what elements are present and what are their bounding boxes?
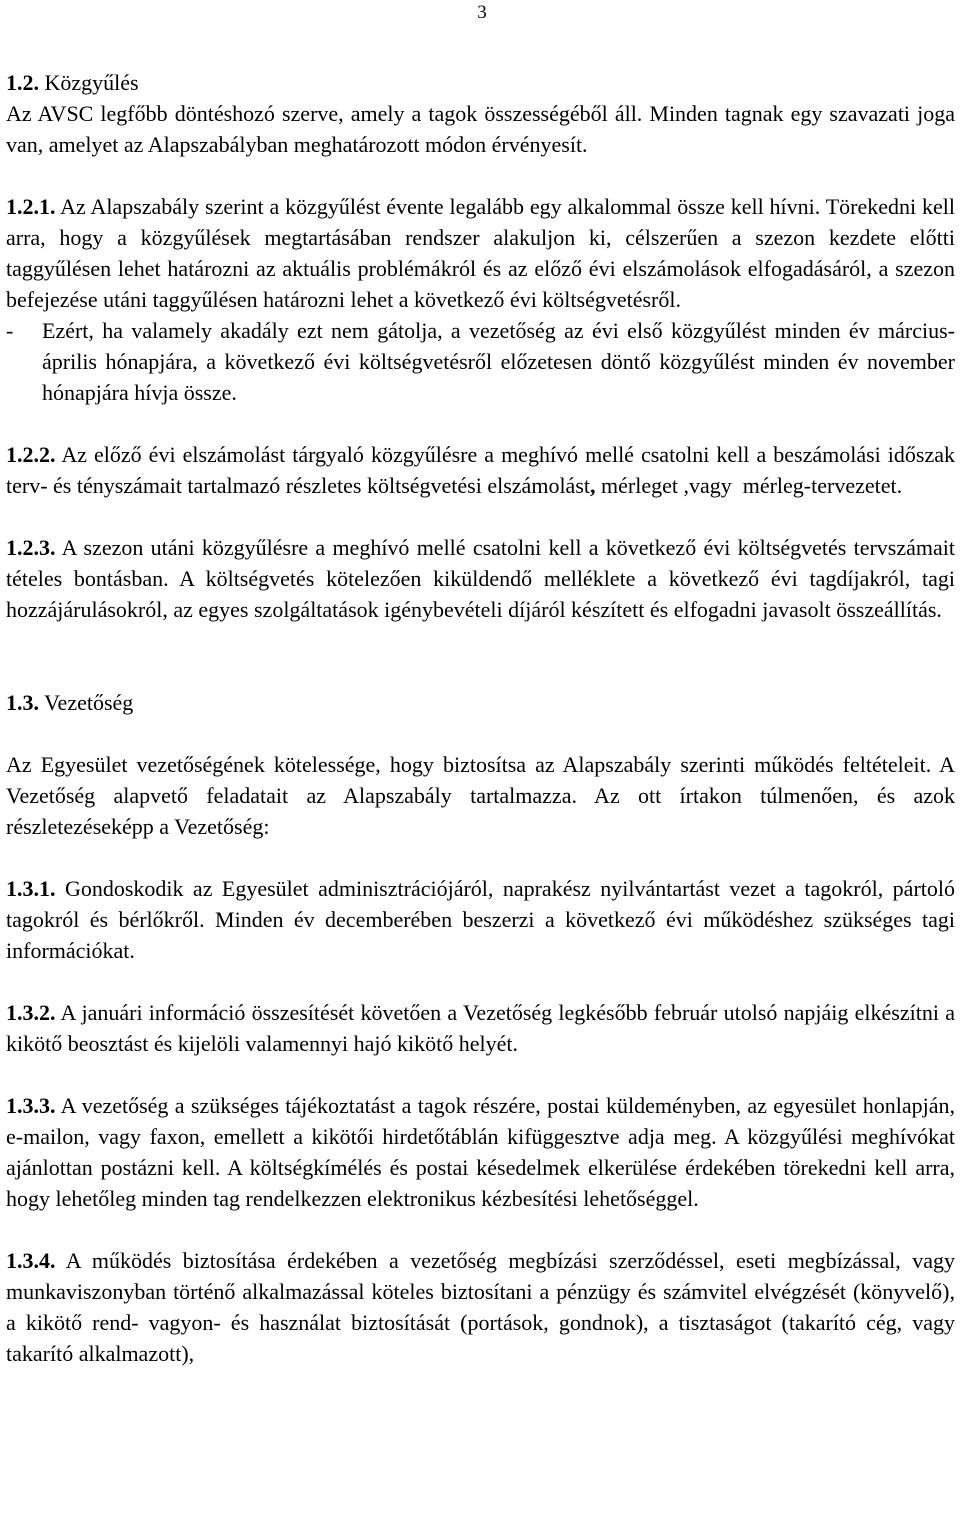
section-title: Vezetőség	[44, 690, 134, 715]
section-title: Közgyűlés	[44, 70, 139, 95]
section-heading-1-2	[6, 67, 955, 98]
paragraph-gap	[6, 718, 955, 749]
section-number: 1.3.	[6, 690, 39, 715]
paragraph-text: A vezetőség a szükséges tájékoztatást a tagok részére, postai küldeményben, az egyesület honlapján, e-mailon, vagy faxon, emellett a kikötői hirdetőtáblán kifüggesztve adja meg. A közgyűlési meghívókat ajánlottan postázni kell. A költségkímélés és postai késedelmek elkerülése érdekében törekedni kell arra, hogy lehetőleg minden tag rendelkezzen elektronikus kézbesítési lehetőséggel.	[6, 1093, 955, 1211]
paragraph-text: A januári információ összesítését követően a Vezetőség legkésőbb február utolsó napjáig elkészítni a kikötő beosztást és kijelöli valamennyi hajó kikötő helyét.	[6, 1000, 955, 1056]
paragraph-number: 1.3.1.	[6, 876, 56, 901]
paragraph-gap	[6, 501, 955, 532]
paragraph-number: 1.3.4.	[6, 1248, 56, 1273]
section-intro: Az AVSC legfőbb döntéshozó szerve, amely a tagok összességéből áll. Minden tagnak egy szavazati joga van, amelyet az Alapszabályban meghatározott módon érvényesít.	[6, 101, 955, 157]
paragraph-1-3-2	[6, 997, 955, 1059]
section-heading-1-3	[6, 687, 955, 718]
section-gap	[6, 625, 955, 687]
paragraph-gap	[6, 160, 955, 191]
paragraph-gap	[6, 966, 955, 997]
paragraph-gap	[6, 1214, 955, 1245]
paragraph-1-2-1	[6, 191, 955, 315]
page-number: 3	[477, 2, 487, 23]
paragraph-text: A szezon utáni közgyűlésre a meghívó mellé csatolni kell a következő évi költségvetés tervszámait tételes bontásban. A költségvetés kötelezően kiküldendő melléklete a következő évi tagdíjakról, tagi hozzájárulásokról, az egyes szolgáltatások igénybevételi díjáról készített és elfogadni javasolt összeállítás.	[6, 535, 956, 622]
bold-comma: ,	[590, 473, 596, 498]
paragraph-number: 1.2.3.	[6, 535, 56, 560]
dash-list-item	[6, 315, 955, 408]
paragraph-gap	[6, 1059, 955, 1090]
paragraph-gap	[6, 842, 955, 873]
paragraph-1-2-3	[6, 532, 955, 625]
paragraph-gap	[6, 408, 955, 439]
paragraph-number: 1.2.2.	[6, 442, 56, 467]
paragraph-text: A működés biztosítása érdekében a vezetőség megbízási szerződéssel, eseti megbízással, vagy munkaviszonyban történő alkalmazással köteles biztosítani a pénzügy és számvitel elvégzését (könyvelő), a kikötő rend- vagyon- és használat biztosítását (portások, gondnok), a tisztaságot (takarító cég, vagy takarító alkalmazott),	[6, 1248, 955, 1366]
document-body	[6, 67, 955, 1369]
paragraph-text-continued: mérleget ,vagy mérleg-tervezetet.	[595, 473, 903, 498]
paragraph-text: Az előző évi elszámolást tárgyaló közgyűlésre a meghívó mellé csatolni kell a beszámolási időszak terv- és tényszámait tartalmazó részletes költségvetési elszámolást	[6, 442, 955, 498]
paragraph-number: 1.3.2.	[6, 1000, 56, 1025]
paragraph-text: Az Alapszabály szerint a közgyűlést évente legalább egy alkalommal össze kell hívni. Törekedni kell arra, hogy a közgyűlések megtartásában rendszer alakuljon ki, célszerűen a szezon kezdete előtti taggyűlésen lehet határozni az aktuális problémákról és az előző évi elszámolások elfogadásáról, a szezon befejezése utáni taggyűlésen határozni lehet a következő évi költségvetésről.	[6, 194, 955, 312]
dash-marker: -	[6, 318, 14, 343]
paragraph-1-3-4	[6, 1245, 955, 1369]
paragraph-1-2-2	[6, 439, 955, 501]
paragraph-number: 1.3.3.	[6, 1093, 56, 1118]
section-number: 1.2.	[6, 70, 39, 95]
dash-item-text: Ezért, ha valamely akadály ezt nem gátolja, a vezetőség az évi első közgyűlést minden év március-április hónapjára, a következő évi költségvetésről előzetesen döntő közgyűlést minden év november hónapjára hívja össze.	[42, 318, 955, 405]
section-intro: Az Egyesület vezetőségének kötelessége, hogy biztosítsa az Alapszabály szerinti működés feltételeit. A Vezetőség alapvető feladatait az Alapszabály tartalmazza. Az ott írtakon túlmenően, és azok részletezéseképp a Vezetőség:	[6, 752, 955, 839]
paragraph-1-3-3	[6, 1090, 955, 1214]
paragraph-number: 1.2.1.	[6, 194, 56, 219]
paragraph-1-3-1	[6, 873, 955, 966]
paragraph-text: Gondoskodik az Egyesület adminisztrációjáról, naprakész nyilvántartást vezet a tagokról, pártoló tagokról és bérlőkről. Minden év decemberében beszerzi a következő évi működéshez szükséges tagi információkat.	[6, 876, 955, 963]
